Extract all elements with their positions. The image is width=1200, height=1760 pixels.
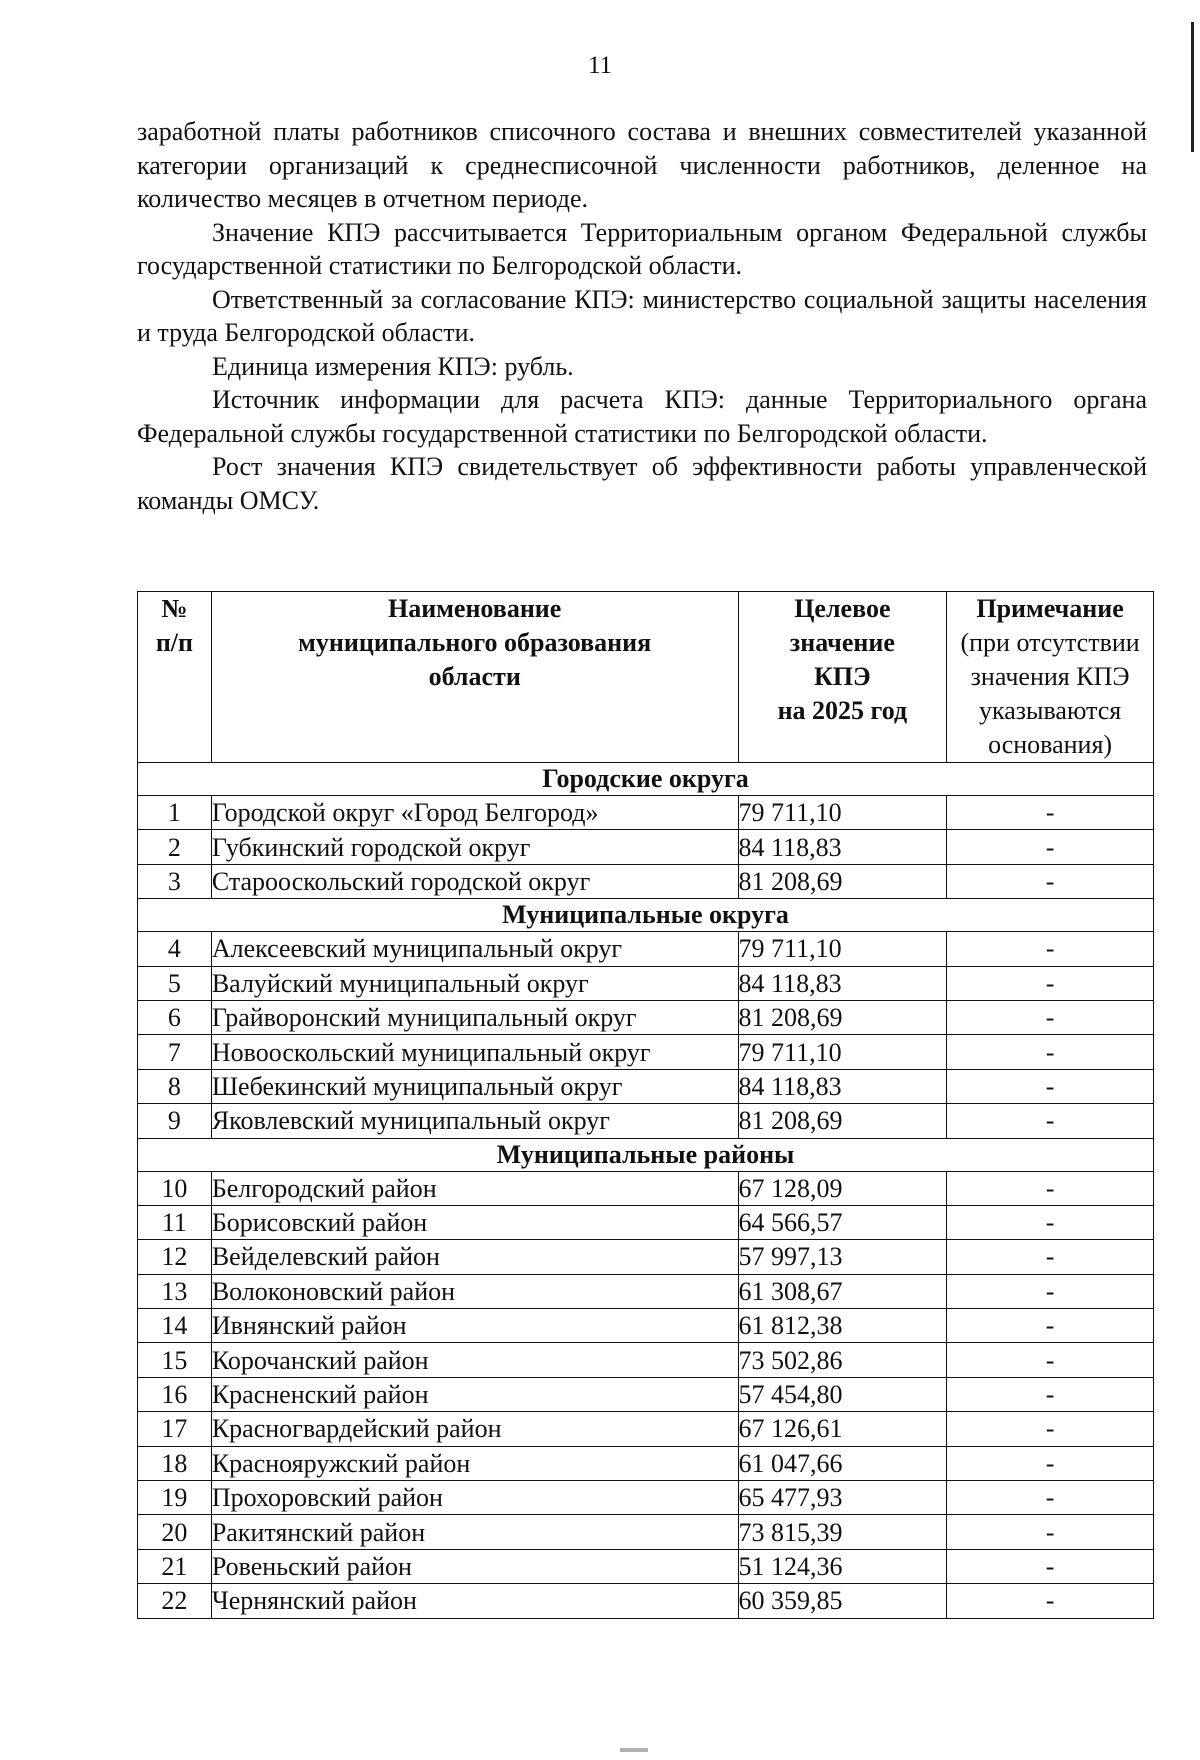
cell-municipality: Грайворонский муниципальный округ: [211, 1000, 738, 1034]
cell-municipality: Чернянский район: [211, 1584, 738, 1618]
cell-target-value: 73 815,39: [738, 1515, 947, 1549]
header-name-line: области: [428, 662, 521, 691]
section-row: [138, 763, 1154, 796]
table-header: [138, 592, 1154, 763]
cell-municipality: Яковлевский муниципальный округ: [211, 1104, 738, 1138]
table-row: [138, 864, 1154, 898]
body-text: [137, 115, 1147, 517]
table-row: [138, 1377, 1154, 1411]
paragraph-source: Источник информации для расчета КПЭ: данные Территориального органа Федеральной службы государственной статистики по Белгородской области.: [137, 385, 1147, 448]
header-number: [138, 592, 212, 763]
table-row: [138, 830, 1154, 864]
cell-target-value: 79 711,10: [738, 796, 947, 830]
cell-number: 7: [138, 1035, 212, 1069]
cell-target-value: 61 812,38: [738, 1309, 947, 1343]
cell-note: -: [947, 932, 1154, 966]
cell-number: 13: [138, 1274, 212, 1308]
table-row: [138, 796, 1154, 830]
header-target-value: [738, 592, 947, 763]
cell-municipality: Алексеевский муниципальный округ: [211, 932, 738, 966]
cell-number: 6: [138, 1000, 212, 1034]
cell-number: 20: [138, 1515, 212, 1549]
cell-note: -: [947, 1549, 1154, 1583]
table-row: [138, 932, 1154, 966]
section-row: [138, 899, 1154, 932]
table-row: [138, 1240, 1154, 1274]
cell-number: 10: [138, 1171, 212, 1205]
header-note-line: значения КПЭ: [970, 662, 1130, 691]
table-row: [138, 1171, 1154, 1205]
paragraph-unit: Единица измерения КПЭ: рубль.: [212, 351, 574, 381]
cell-municipality: Прохоровский район: [211, 1481, 738, 1515]
paragraph-growth: Рост значения КПЭ свидетельствует об эффективности работы управленческой команды ОМСУ.: [137, 452, 1147, 515]
table-row: [138, 966, 1154, 1000]
cell-number: 3: [138, 864, 212, 898]
cell-number: 9: [138, 1104, 212, 1138]
cell-note: -: [947, 1104, 1154, 1138]
header-note-line: основания): [988, 730, 1113, 759]
cell-target-value: 64 566,57: [738, 1205, 947, 1239]
cell-municipality: Старооскольский городской округ: [211, 864, 738, 898]
cell-municipality: Новооскольский муниципальный округ: [211, 1035, 738, 1069]
header-number-line: п/п: [155, 628, 193, 657]
cell-number: 16: [138, 1377, 212, 1411]
cell-target-value: 79 711,10: [738, 1035, 947, 1069]
cell-municipality: Ивнянский район: [211, 1309, 738, 1343]
cell-note: -: [947, 1000, 1154, 1034]
cell-target-value: 81 208,69: [738, 864, 947, 898]
header-number-line: №: [161, 594, 188, 623]
cell-municipality: Валуйский муниципальный округ: [211, 966, 738, 1000]
header-note: [947, 592, 1154, 763]
cell-municipality: Ракитянский район: [211, 1515, 738, 1549]
header-note-line: (при отсутствии: [960, 628, 1140, 657]
table-row: [138, 1309, 1154, 1343]
paragraph-salary-definition: заработной платы работников списочного состава и внешних совместителей указанной категории организаций к среднесписочной численности работников, деленное на количество месяцев в отчетном периоде.: [137, 117, 1147, 213]
cell-note: -: [947, 1309, 1154, 1343]
section-title: Муниципальные округа: [138, 899, 1154, 932]
cell-number: 18: [138, 1446, 212, 1480]
cell-target-value: 73 502,86: [738, 1343, 947, 1377]
cell-municipality: Городской округ «Город Белгород»: [211, 796, 738, 830]
cell-target-value: 57 454,80: [738, 1377, 947, 1411]
cell-note: -: [947, 966, 1154, 1000]
paragraph-responsible: Ответственный за согласование КПЭ: министерство социальной защиты населения и труда Белгородской области.: [137, 284, 1147, 347]
table-row: [138, 1549, 1154, 1583]
cell-note: -: [947, 1515, 1154, 1549]
cell-municipality: Красногвардейский район: [211, 1412, 738, 1446]
cell-target-value: 84 118,83: [738, 966, 947, 1000]
cell-note: -: [947, 1343, 1154, 1377]
cell-target-value: 81 208,69: [738, 1000, 947, 1034]
cell-note: -: [947, 1412, 1154, 1446]
section-row: [138, 1138, 1154, 1171]
cell-target-value: 61 047,66: [738, 1446, 947, 1480]
cell-note: -: [947, 830, 1154, 864]
table-row: [138, 1000, 1154, 1034]
cell-number: 19: [138, 1481, 212, 1515]
header-value-line: КПЭ: [813, 662, 871, 691]
header-note-line: указываются: [978, 696, 1122, 725]
cell-target-value: 60 359,85: [738, 1584, 947, 1618]
cell-target-value: 51 124,36: [738, 1549, 947, 1583]
cell-note: -: [947, 796, 1154, 830]
cell-municipality: Краснояружский район: [211, 1446, 738, 1480]
cell-target-value: 67 128,09: [738, 1171, 947, 1205]
header-name-line: Наименование: [388, 594, 562, 623]
cell-municipality: Белгородский район: [211, 1171, 738, 1205]
cell-municipality: Шебекинский муниципальный округ: [211, 1069, 738, 1103]
cell-number: 21: [138, 1549, 212, 1583]
paragraph-calculation: Значение КПЭ рассчитывается Территориальным органом Федеральной службы государственной статистики по Белгородской области.: [137, 217, 1147, 280]
section-title: Муниципальные районы: [138, 1138, 1154, 1171]
margin-rule: [1191, 22, 1194, 152]
table-row: [138, 1481, 1154, 1515]
kpe-table: [137, 591, 1154, 1619]
cell-target-value: 84 118,83: [738, 830, 947, 864]
cell-note: -: [947, 1446, 1154, 1480]
cell-note: -: [947, 1240, 1154, 1274]
cell-number: 14: [138, 1309, 212, 1343]
cell-note: -: [947, 1377, 1154, 1411]
cell-target-value: 81 208,69: [738, 1104, 947, 1138]
table-row: [138, 1343, 1154, 1377]
table-row: [138, 1584, 1154, 1618]
page-number: 11: [587, 52, 613, 79]
header-name-line: муниципального образования: [298, 628, 652, 657]
cell-number: 1: [138, 796, 212, 830]
cell-note: -: [947, 1584, 1154, 1618]
cell-municipality: Борисовский район: [211, 1205, 738, 1239]
cell-target-value: 79 711,10: [738, 932, 947, 966]
header-value-line: на 2025 год: [777, 696, 908, 725]
cell-municipality: Волоконовский район: [211, 1274, 738, 1308]
cell-municipality: Вейделевский район: [211, 1240, 738, 1274]
table-row: [138, 1274, 1154, 1308]
scan-mark: [620, 1748, 648, 1752]
cell-target-value: 57 997,13: [738, 1240, 947, 1274]
table-row: [138, 1205, 1154, 1239]
cell-note: -: [947, 1035, 1154, 1069]
cell-municipality: Корочанский район: [211, 1343, 738, 1377]
cell-number: 2: [138, 830, 212, 864]
table-row: [138, 1069, 1154, 1103]
cell-note: -: [947, 1069, 1154, 1103]
cell-number: 11: [138, 1205, 212, 1239]
cell-target-value: 67 126,61: [738, 1412, 947, 1446]
table-body: [138, 763, 1154, 1619]
header-value-line: Целевое: [794, 594, 891, 623]
cell-note: -: [947, 1205, 1154, 1239]
table-row: [138, 1104, 1154, 1138]
header-value-line: значение: [789, 628, 895, 657]
cell-municipality: Губкинский городской округ: [211, 830, 738, 864]
cell-number: 22: [138, 1584, 212, 1618]
cell-number: 8: [138, 1069, 212, 1103]
cell-target-value: 65 477,93: [738, 1481, 947, 1515]
table-row: [138, 1035, 1154, 1069]
table-row: [138, 1412, 1154, 1446]
cell-note: -: [947, 1171, 1154, 1205]
cell-number: 17: [138, 1412, 212, 1446]
cell-note: -: [947, 1274, 1154, 1308]
cell-municipality: Ровеньский район: [211, 1549, 738, 1583]
cell-note: -: [947, 864, 1154, 898]
cell-number: 15: [138, 1343, 212, 1377]
cell-number: 4: [138, 932, 212, 966]
header-note-line: Примечание: [976, 594, 1124, 623]
cell-number: 12: [138, 1240, 212, 1274]
cell-target-value: 61 308,67: [738, 1274, 947, 1308]
table-row: [138, 1515, 1154, 1549]
header-name: [211, 592, 738, 763]
cell-municipality: Красненский район: [211, 1377, 738, 1411]
cell-target-value: 84 118,83: [738, 1069, 947, 1103]
cell-number: 5: [138, 966, 212, 1000]
cell-note: -: [947, 1481, 1154, 1515]
table-row: [138, 1446, 1154, 1480]
section-title: Городские округа: [138, 763, 1154, 796]
